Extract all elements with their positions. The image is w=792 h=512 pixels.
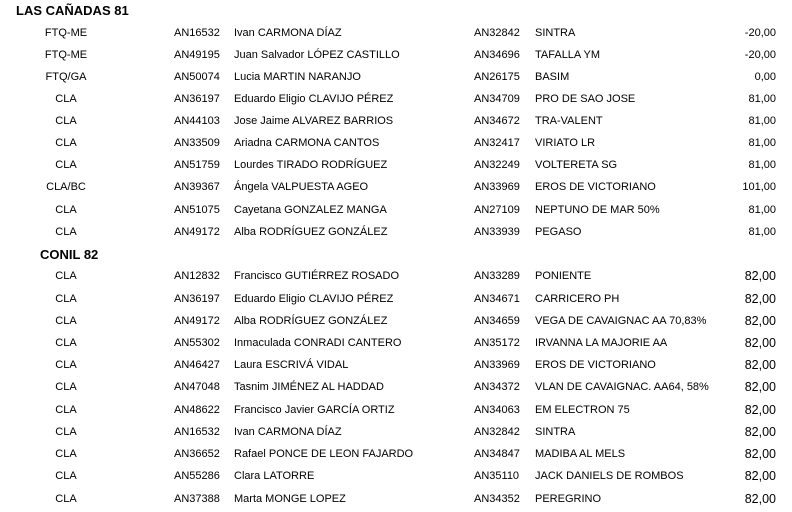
category-cell: CLA: [55, 315, 77, 327]
section-title-las-canadas: LAS CAÑADAS 81: [16, 3, 129, 18]
category-cell: CLA: [55, 270, 77, 282]
horse-cell: PEGASO: [535, 226, 582, 238]
table-row: [0, 354, 792, 376]
rider-cell: Jose Jaime ALVAREZ BARRIOS: [234, 115, 394, 127]
table-row: [0, 176, 792, 198]
table-row: [0, 110, 792, 132]
horse-id-cell: AN34696: [474, 49, 520, 61]
table-row: [0, 488, 792, 510]
license-cell: AN36197: [174, 93, 220, 105]
amount-cell: 82,00: [744, 336, 776, 350]
license-cell: AN51759: [174, 159, 220, 171]
license-cell: AN16532: [174, 27, 220, 39]
license-cell: AN49172: [174, 226, 220, 238]
rider-cell: Rafael PONCE DE LEON FAJARDO: [234, 448, 414, 460]
license-cell: AN33509: [174, 137, 220, 149]
license-cell: AN46427: [174, 359, 220, 371]
category-cell: CLA: [55, 359, 77, 371]
horse-cell: SINTRA: [535, 426, 576, 438]
amount-cell: 0,00: [754, 71, 776, 83]
category-cell: CLA: [55, 159, 77, 171]
license-cell: AN47048: [174, 381, 220, 393]
license-cell: AN12832: [174, 270, 220, 282]
table-row: [0, 332, 792, 354]
horse-cell: EROS DE VICTORIANO: [535, 181, 656, 193]
horse-cell: PONIENTE: [535, 270, 592, 282]
category-cell: CLA: [55, 226, 77, 238]
amount-cell: 82,00: [744, 492, 776, 506]
horse-id-cell: AN26175: [474, 71, 520, 83]
table-row: [0, 421, 792, 443]
license-cell: AN37388: [174, 493, 220, 505]
horse-id-cell: AN32417: [474, 137, 520, 149]
horse-id-cell: AN33289: [474, 270, 520, 282]
rider-cell: Francisco GUTIÉRREZ ROSADO: [234, 270, 400, 282]
horse-id-cell: AN34709: [474, 93, 520, 105]
category-cell: FTQ-ME: [44, 49, 88, 61]
rider-cell: Ivan CARMONA DÍAZ: [234, 27, 342, 39]
horse-cell: EM ELECTRON 75: [535, 404, 630, 416]
table-row: [0, 399, 792, 421]
table-row: [0, 376, 792, 398]
rider-cell: Tasnim JIMÉNEZ AL HADDAD: [234, 381, 384, 393]
horse-cell: MADIBA AL MELS: [535, 448, 626, 460]
license-cell: AN36652: [174, 448, 220, 460]
rider-cell: Eduardo Eligio CLAVIJO PÉREZ: [234, 93, 394, 105]
horse-cell: JACK DANIELS DE ROMBOS: [535, 470, 684, 482]
category-cell: CLA: [55, 426, 77, 438]
license-cell: AN16532: [174, 426, 220, 438]
horse-cell: NEPTUNO DE MAR 50%: [535, 204, 660, 216]
table-row: [0, 44, 792, 66]
horse-id-cell: AN34659: [474, 315, 520, 327]
rider-cell: Juan Salvador LÓPEZ CASTILLO: [234, 49, 400, 61]
license-cell: AN49195: [174, 49, 220, 61]
amount-cell: -20,00: [744, 49, 776, 61]
table-row: [0, 288, 792, 310]
table-row: [0, 132, 792, 154]
table-row: [0, 88, 792, 110]
amount-cell: 81,00: [748, 115, 776, 127]
category-cell: FTQ-ME: [44, 27, 88, 39]
horse-cell: EROS DE VICTORIANO: [535, 359, 656, 371]
horse-cell: VEGA DE CAVAIGNAC AA 70,83%: [535, 315, 707, 327]
rider-cell: Lucia MARTIN NARANJO: [234, 71, 361, 83]
amount-cell: -20,00: [744, 27, 776, 39]
horse-id-cell: AN35110: [474, 470, 520, 482]
horse-cell: TRA-VALENT: [535, 115, 603, 127]
rider-cell: Laura ESCRIVÁ VIDAL: [234, 359, 349, 371]
horse-id-cell: AN34372: [474, 381, 520, 393]
horse-id-cell: AN34352: [474, 493, 520, 505]
category-cell: CLA: [55, 293, 77, 305]
amount-cell: 81,00: [748, 137, 776, 149]
horse-id-cell: AN32249: [474, 159, 520, 171]
license-cell: AN44103: [174, 115, 220, 127]
amount-cell: 81,00: [748, 226, 776, 238]
horse-id-cell: AN34671: [474, 293, 520, 305]
category-cell: CLA: [55, 115, 77, 127]
license-cell: AN49172: [174, 315, 220, 327]
table-row: [0, 443, 792, 465]
horse-cell: BASIM: [535, 71, 570, 83]
category-cell: CLA: [55, 381, 77, 393]
category-cell: CLA: [55, 93, 77, 105]
rider-cell: Inmaculada CONRADI CANTERO: [234, 337, 402, 349]
rider-cell: Ariadna CARMONA CANTOS: [234, 137, 380, 149]
horse-id-cell: AN34672: [474, 115, 520, 127]
horse-cell: IRVANNA LA MAJORIE AA: [535, 337, 668, 349]
horse-cell: SINTRA: [535, 27, 576, 39]
license-cell: AN55286: [174, 470, 220, 482]
table-row: [0, 22, 792, 44]
license-cell: AN48622: [174, 404, 220, 416]
amount-cell: 82,00: [744, 314, 776, 328]
rider-cell: Francisco Javier GARCÍA ORTIZ: [234, 404, 395, 416]
license-cell: AN36197: [174, 293, 220, 305]
horse-cell: VIRIATO LR: [535, 137, 596, 149]
section-title-conil: CONIL 82: [40, 247, 99, 262]
horse-id-cell: AN33969: [474, 181, 520, 193]
category-cell: CLA: [55, 448, 77, 460]
category-cell: CLA: [55, 137, 77, 149]
amount-cell: 101,00: [742, 181, 776, 193]
amount-cell: 82,00: [744, 358, 776, 372]
category-cell: CLA: [55, 470, 77, 482]
rider-cell: Marta MONGE LOPEZ: [234, 493, 346, 505]
license-cell: AN51075: [174, 204, 220, 216]
horse-cell: VOLTERETA SG: [535, 159, 618, 171]
table-row: [0, 221, 792, 243]
horse-cell: CARRICERO PH: [535, 293, 620, 305]
horse-cell: PEREGRINO: [535, 493, 602, 505]
amount-cell: 82,00: [744, 292, 776, 306]
amount-cell: 82,00: [744, 425, 776, 439]
amount-cell: 81,00: [748, 204, 776, 216]
category-cell: CLA: [55, 493, 77, 505]
amount-cell: 81,00: [748, 93, 776, 105]
amount-cell: 82,00: [744, 447, 776, 461]
category-cell: CLA/BC: [46, 181, 86, 193]
amount-cell: 82,00: [744, 469, 776, 483]
category-cell: FTQ/GA: [45, 71, 87, 83]
amount-cell: 82,00: [744, 380, 776, 394]
rider-cell: Ivan CARMONA DÍAZ: [234, 426, 342, 438]
category-cell: CLA: [55, 404, 77, 416]
rider-cell: Alba RODRÍGUEZ GONZÁLEZ: [234, 226, 388, 238]
horse-id-cell: AN32842: [474, 426, 520, 438]
amount-cell: 82,00: [744, 269, 776, 283]
rider-cell: Alba RODRÍGUEZ GONZÁLEZ: [234, 315, 388, 327]
license-cell: AN50074: [174, 71, 220, 83]
horse-cell: VLAN DE CAVAIGNAC. AA64, 58%: [535, 381, 709, 393]
amount-cell: 82,00: [744, 403, 776, 417]
rider-cell: Cayetana GONZALEZ MANGA: [234, 204, 387, 216]
rider-cell: Lourdes TIRADO RODRÍGUEZ: [234, 159, 388, 171]
horse-id-cell: AN32842: [474, 27, 520, 39]
horse-cell: TAFALLA YM: [535, 49, 601, 61]
table-row: [0, 199, 792, 221]
table-row: [0, 465, 792, 487]
license-cell: AN39367: [174, 181, 220, 193]
table-row: [0, 154, 792, 176]
rider-cell: Clara LATORRE: [234, 470, 315, 482]
horse-id-cell: AN27109: [474, 204, 520, 216]
rider-cell: Eduardo Eligio CLAVIJO PÉREZ: [234, 293, 394, 305]
table-row: [0, 310, 792, 332]
horse-id-cell: AN33969: [474, 359, 520, 371]
license-cell: AN55302: [174, 337, 220, 349]
horse-id-cell: AN33939: [474, 226, 520, 238]
category-cell: CLA: [55, 337, 77, 349]
table-row: [0, 66, 792, 88]
horse-cell: PRO DE SAO JOSE: [535, 93, 636, 105]
table-row: [0, 265, 792, 287]
category-cell: CLA: [55, 204, 77, 216]
rider-cell: Ángela VALPUESTA AGEO: [234, 181, 369, 193]
horse-id-cell: AN35172: [474, 337, 520, 349]
horse-id-cell: AN34847: [474, 448, 520, 460]
amount-cell: 81,00: [748, 159, 776, 171]
horse-id-cell: AN34063: [474, 404, 520, 416]
